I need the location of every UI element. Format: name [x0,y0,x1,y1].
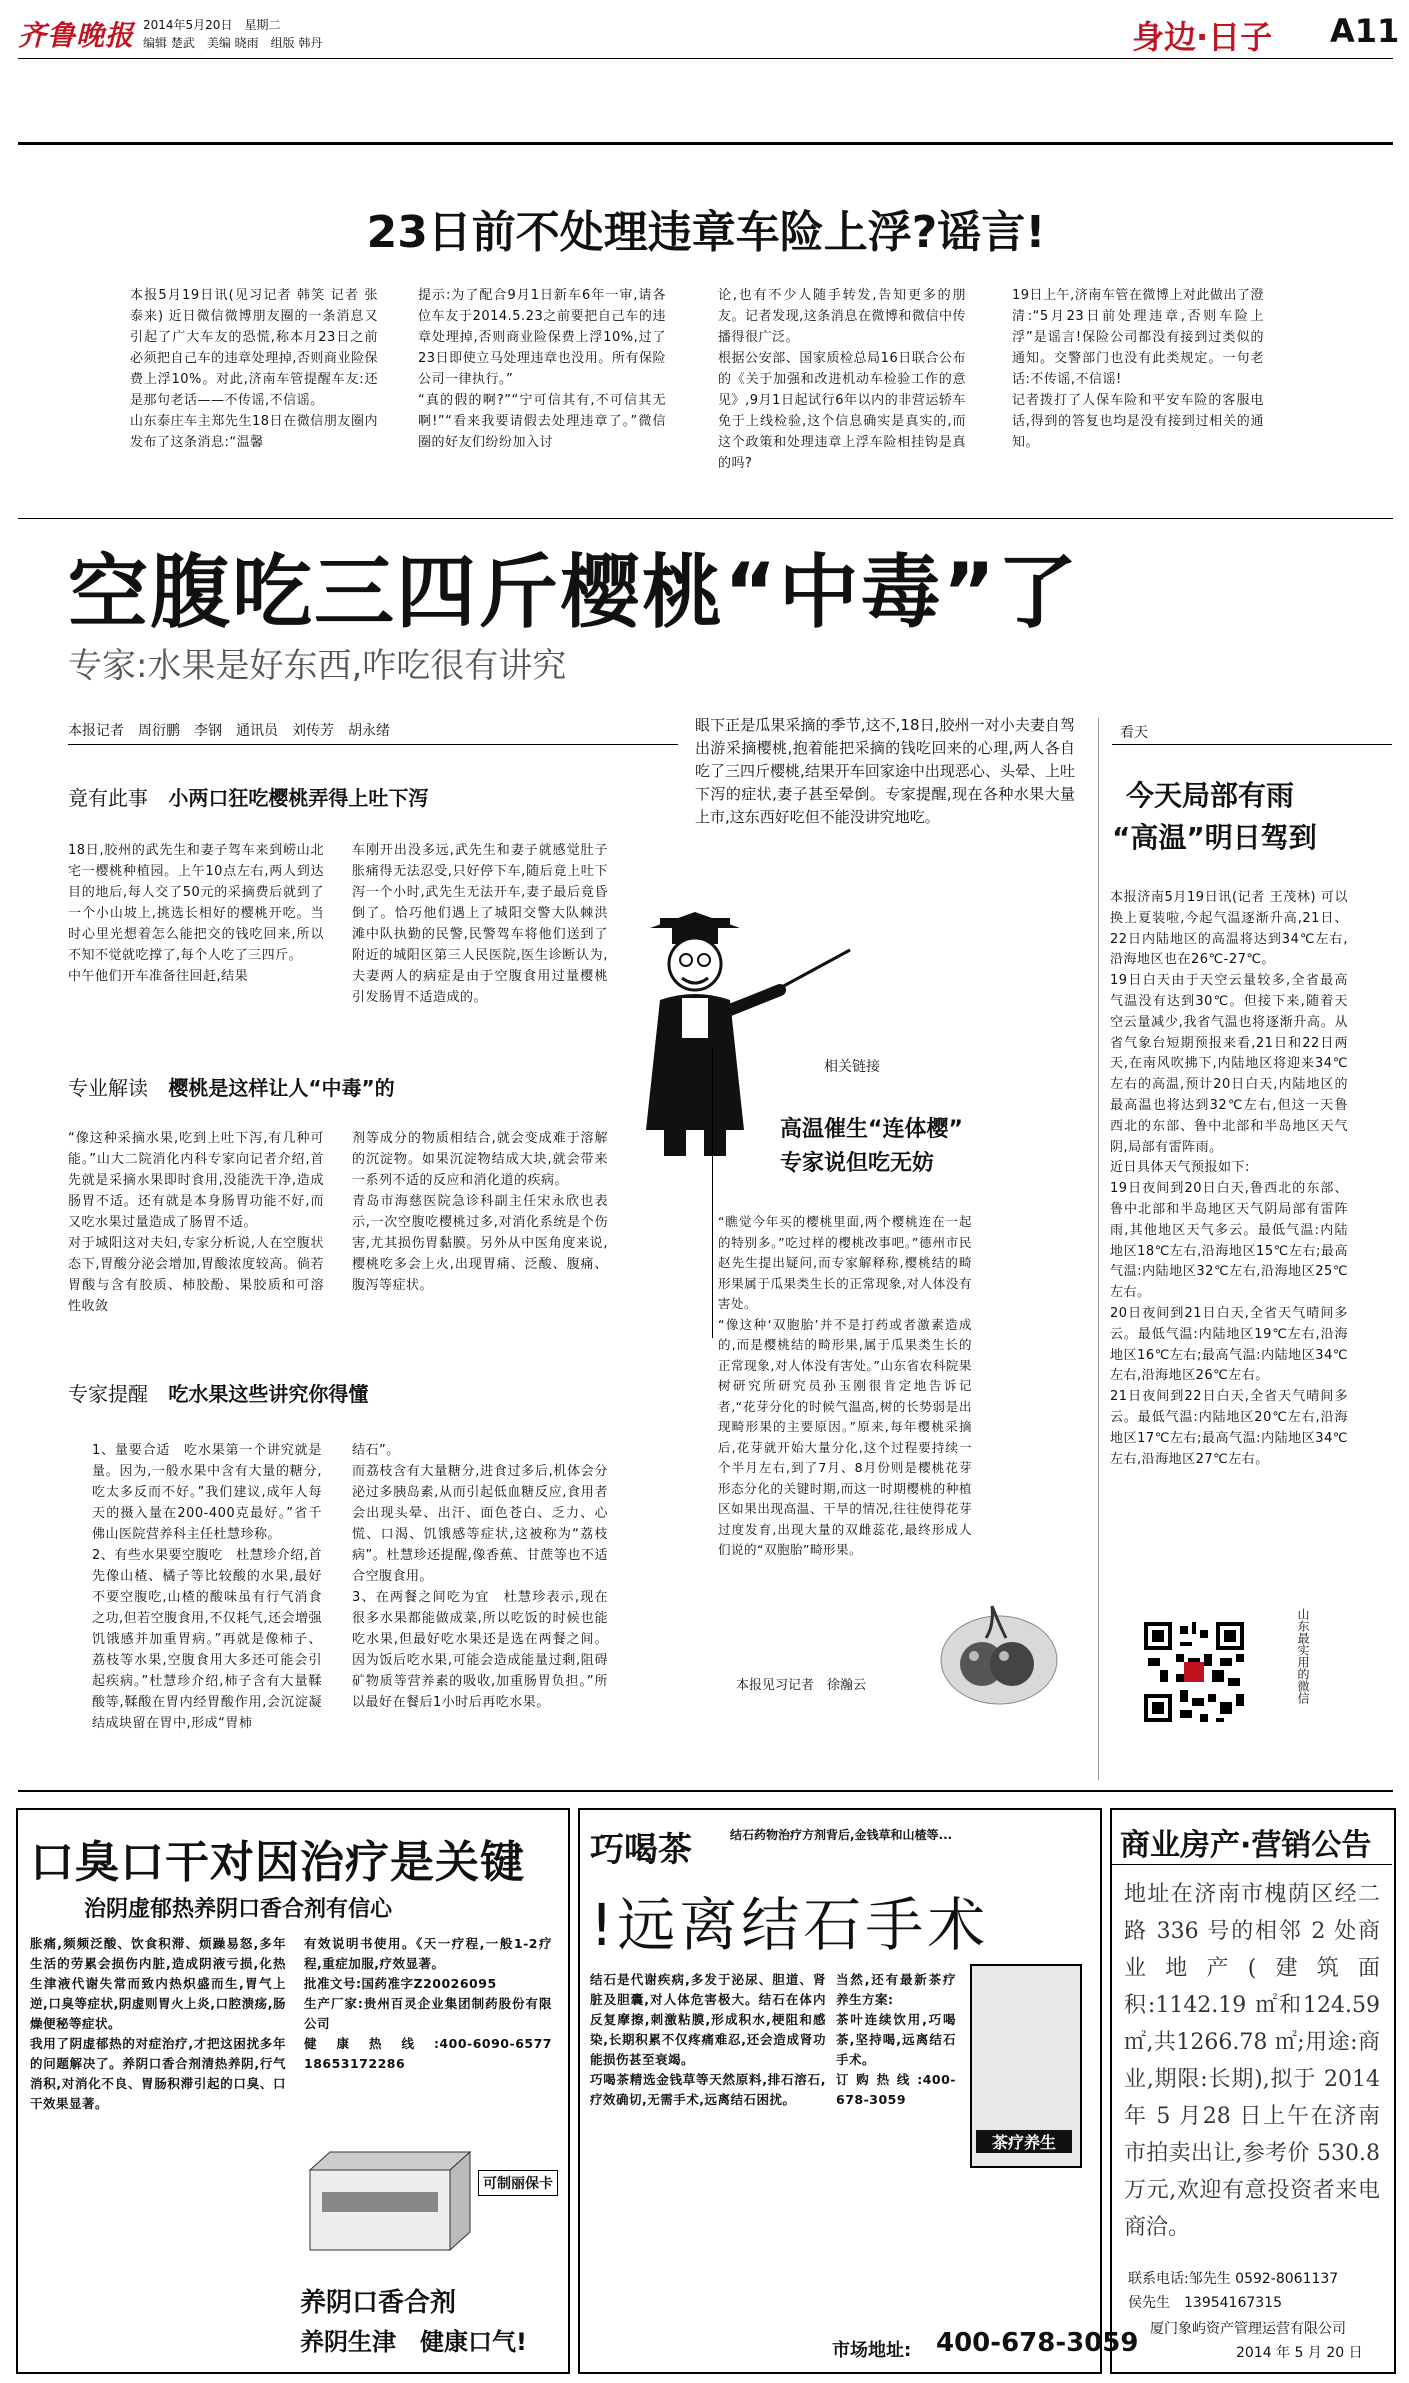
story1-col1-text: 本报5月19日讯(见习记者 韩笑 记者 张泰来) 近日微信微博朋友圈的一条消息又引起了广大车友的恐慌,称本月23日之前必须把自己车的违章处理掉,否则商业险保费上浮10%。对此,济南车管提醒车友:还是那句老话——不传谣,不信谣。 [130,288,378,408]
ad3-contact-2: 侯先生 13954167315 [1128,2295,1282,2311]
ad3-date: 2014 年 5 月 20 日 [1236,2345,1363,2361]
sec2-title: 樱桃是这样让人“中毒”的 [168,1076,395,1100]
weather-headline-2: “高温”明日驾到 [1112,821,1317,854]
sec1-col2: 车刚开出没多远,武先生和妻子就感觉肚子胀痛得无法忍受,只好停下车,随后竟上吐下泻一个小时,武先生无法开车,妻子最后竟昏倒了。恰巧他们遇上了城阳交警大队棘洪滩中队执勤的民警,民警驾车将他们送到了附近的城阳区第三人民医院,医生诊断认为,夫妻两人的病症是由于空腹食用过量樱桃引发肠胃不适造成的。 [352,843,608,1005]
sec3-tag: 专家提醒 [68,1382,148,1406]
page-number: A11 [1330,12,1400,50]
ads-top-rule [18,1790,1393,1792]
ad3-company: 厦门象屿资产管理运营有限公司 [1150,2321,1346,2337]
ad1-badge: 可制丽保卡 [478,2170,558,2196]
qr-label: 山东最实用的微信 [1296,1608,1310,1704]
ad2-brand: 巧喝茶 [590,1830,692,1870]
masthead-rule [18,58,1393,59]
weather-headline-1: 今天局部有雨 [1126,779,1295,812]
sec2-col1: “像这种采摘水果,吃到上吐下泻,有几种可能。”山大二院消化内科专家向记者介绍,首先就是采摘水果即时食用,没能洗干净,造成肠胃不适。还有就是本身肠胃功能不好,而又吃水果过量造成了肠胃不适。 对于城阳这对夫妇,专家分析说,人在空腹状态下,胃酸分泌会增加,胃酸浓度较高。倘若胃酸与含有胶质、柿胶酚、果胶质和可溶性收敛 [68,1131,324,1314]
ad2-box-label: 茶疗养生 [976,2130,1072,2153]
ad2-headline: !远离结石手术 [590,1891,990,1959]
sec2-heading [68,1072,409,1101]
ad2-hotline: 400-678-3059 [936,2328,1139,2358]
story1-col4: 19日上午,济南车管在微博上对此做出了澄清:“5月23日前处理违章,否则车险上浮”是谣言!保险公司都没有接到过类似的通知。交警部门也没有此类规定。一句老话:不传谣,不信谣! 记者拨打了人保车险和平安车险的客服电话,得到的答复也均是没有接到过相关的通知。 [1012,288,1264,450]
ad3-title: 商业房产·营销公告 [1120,1828,1372,1863]
story2-headline: 空腹吃三四斤樱桃“中毒”了 [68,546,1080,639]
ad3-contact-1: 联系电话:邹先生 0592-8061137 [1128,2271,1339,2287]
sec3-col2: 结石”。 而荔枝含有大量糖分,进食过多后,机体会分泌过多胰岛素,从而引起低血糖反应,食用者会出现头晕、出汗、面色苍白、乏力、心慌、口渴、饥饿感等症状,这被称为“荔枝病”。杜慧珍还提醒,像香蕉、甘蔗等也不适合空腹食用。 3、在两餐之间吃为宜 杜慧珍表示,现在很多水果都能做成菜,所以吃饭的时候也能吃水果,但最好吃水果还是选在两餐之间。因为饭后吃水果,可能会造成能量过剩,阻碍矿物质等营养素的吸收,加重肠胃负担。”所以最好在餐后1小时后再吃水果。 [352,1443,608,1710]
related-title-2: 专家说但吃无妨 [780,1151,935,1176]
sec3-title: 吃水果这些讲究你得懂 [168,1382,369,1406]
related-reporter: 本报见习记者 徐瀚云 [736,1678,867,1693]
masthead-date: 2014年5月20日 星期二 [143,18,281,32]
weather-body: 本报济南5月19日讯(记者 王茂林) 可以换上夏装啦,今起气温逐渐升高,21日、22日内陆地区的高温将达到34℃左右,沿海地区也在26℃-27℃。 19日白天由于天空云量较多,全省最高气温没有达到30℃。但接下来,随着天空云量减少,我省气温也将逐渐升高。从省气象台短期预报来看,21日和22日两天,在南风吹拂下,内陆地区将迎来34℃左右的高温,预计20日白天,内陆地区的最高温也将达到32℃左右,但这一天鲁西北的东部、鲁中北部和半岛地区天气阴,局部有雷阵雨。 近日具体天气预报如下: 19日夜间到20日白天,鲁西北的东部、鲁中北部和半岛地区天气阴局部有雷阵雨,其他地区天气多云。最低气温:内陆地区18℃左右,沿海地区15℃左右;最高气温:内陆地区32℃左右,沿海地区25℃左右。 20日夜间到21日白天,全省天气晴间多云。最低气温:内陆地区19℃左右,沿海地区16℃左右;最高气温:内陆地区34℃左右,沿海地区26℃左右。 21日夜间到22日白天,全省天气晴间多云。最低气温:内陆地区20℃左右,沿海地区17℃左右;最高气温:内陆地区34℃左右,沿海地区27℃左右。 [1110,890,1348,1467]
sec1-title: 小两口狂吃樱桃弄得上吐下泻 [168,786,429,810]
masthead-rule-thick [18,142,1393,145]
ad2-hotline-label: 市场地址: [832,2340,912,2361]
cherry-illustration [934,1600,1064,1710]
ad3-title-rule [1112,1864,1392,1865]
story1-col1 [130,285,378,453]
story1-col3: 论,也有不少人随手转发,告知更多的朋友。记者发现,这条消息在微博和微信中传播得很广泛。 根据公安部、国家质检总局16日联合公布的《关于加强和改进机动车检验工作的意见》,9月1日起试行6年以内的非营运轿车免于上线检验,这个信息确实是真实的,而这个政策和处理违章上浮车险相挂钩是真的吗? [718,288,966,471]
sec1-tag: 竟有此事 [68,786,148,810]
sec1-heading [68,782,442,811]
section-title: 身边·日子 [1132,18,1273,56]
sec2-col2: 剂等成分的物质相结合,就会变成难于溶解的沉淀物。如果沉淀物结成大块,就会带来一系列不适的反应和消化道的疾病。 青岛市海慈医院急诊科副主任宋永欣也表示,一次空腹吃樱桃过多,对消化系统是个伤害,尤其损伤胃黏膜。另外从中医角度来说,樱桃吃多会上火,出现胃痛、泛酸、腹痛、腹泻等症状。 [352,1131,608,1293]
related-body: “瞧觉今年买的樱桃里面,两个樱桃连在一起的特别多。”吃过样的樱桃改事吧。”德州市民赵先生提出疑问,而专家解释称,樱桃结的畸形果属于瓜果类生长的正常现象,对人体没有害处。 “像这种‘双胞胎’并不是打药或者激素造成的,而是樱桃结的畸形果,属于瓜果类生长的正常现象,对人体没有害处。”山东省农科院果树研究所研究员孙玉刚很肯定地告诉记者,“花芽分化的时候气温高,树的长势弱是出现畸形果的主要原因。”原来,每年樱桃采摘后,花芽就开始大量分化,这个过程要持续一个半月左右,到了7月、8月份则是樱桃花芽形态分化的关键时期,而这一时期樱桃的种植区如果出现高温、干旱的情况,往往使得花芽过度发育,出现大量的双雌蕊花,最终形成人们说的“双胞胎”畸形果。 [718,1214,972,1557]
ad2-side: 结石药物治疗方剂背后,金钱草和山楂等... [730,1828,953,1842]
story2-subhead: 专家:水果是好东西,咋吃很有讲究 [68,646,567,686]
ad1-product-box [300,2140,480,2260]
related-label: 相关链接 [824,1059,880,1075]
related-title-1: 高温催生“连体樱” [780,1117,963,1142]
ad1-body: 胀痛,频频泛酸、饮食积滞、烦躁易怒,多年生活的劳累会损伤内脏,造成阴液亏损,化热生津液代谢失常而致内热炽盛而生,胃气上逆,口臭等症状,阴虚则胃火上炎,口腔溃疡,肠燥便秘等症状。 我用了阴虚郁热的对症治疗,才把这困扰多年的问题解决了。养阴口香合剂清热养阴,行气消积,对消化不良、胃肠积滞引起的口臭、口干效果显著。 [30,1936,286,2111]
ad1-headline: 口臭口干对因治疗是关键 [30,1837,525,1888]
ad3-body: 地址在济南市槐荫区经二路 336 号的相邻 2 处商业地产(建筑面积:1142.19 ㎡和124.59 ㎡,共1266.78 ㎡;用途:商业,期限:长期),拟于 2014 年 5 月28 日上午在济南市拍卖出让,参考价 530.8万元,欢迎有意投资者来电商洽。 [1124,1882,1380,2240]
ad1-body2: 有效说明书使用。《天一疗程,一般1-2疗程,重症加服,疗效显著。 批准文号:国药准字Z20026095 生产厂家:贵州百灵企业集团制药股份有限公司 健康热线:400-6090-6577 18653172286 [304,1936,552,2071]
story2-intro: 眼下正是瓜果采摘的季节,这不,18日,胶州一对小夫妻自驾出游采摘樱桃,抱着能把采摘的钱吃回来的心理,两人各自吃了三四斤樱桃,结果开车回家途中出现恶心、头晕、上吐下泻的症状,妻子甚至晕倒。专家提醒,现在各种水果大量上市,这东西好吃但不能没讲究地吃。 [695,716,1075,826]
ad1-slogan: 养阴生津 健康口气! [300,2328,527,2356]
sec3-heading [68,1378,382,1407]
weather-label-rule [1112,744,1392,745]
story1-bottom-rule [18,518,1393,519]
story2-byline: 本报记者 周衍鹏 李钢 通讯员 刘传芳 胡永绪 [68,723,390,739]
masthead-logo: 齐鲁晚报 [18,19,135,52]
ad1-product: 养阴口香合剂 [300,2288,457,2318]
story1-col2: 提示:为了配合9月1日新车6年一审,请各位车友于2014.5.23之前要把自己车的违章处理掉,否则商业险保费上浮10%,过了23日即使立马处理违章也没用。所有保险公司一律执行。” “真的假的啊?”“宁可信其有,不可信其无啊!”“看来我要请假去处理违章了。”微信圈的好友们纷纷加入讨 [418,288,666,450]
masthead-staff: 编辑 楚武 美编 晓雨 组版 韩丹 [143,36,323,50]
story1-headline: 23日前不处理违章车险上浮?谣言! [366,207,1046,258]
sec1-col1: 18日,胶州的武先生和妻子驾车来到崂山北宅一樱桃种植园。上午10点左右,两人到达目的地后,每人交了50元的采摘费后就到了一个小山坡上,挑选长相好的樱桃开吃。当时心里光想着怎么能把交的钱吃回来,所以不知不觉就吃撑了,每个人吃了三四斤。 中午他们开车准备往回赶,结果 [68,843,324,984]
sec2-tag: 专业解读 [68,1076,148,1100]
sec3-col1: 1、量要合适 吃水果第一个讲究就是量。因为,一般水果中含有大量的糖分,吃太多反而不好。”我们建议,成年人每天的摄入量在200-400克最好。”省千佛山医院营养科主任杜慧珍称。 2、有些水果要空腹吃 杜慧珍介绍,首先像山楂、橘子等比较酸的水果,最好不要空腹吃,山楂的酸味虽有行气消食之功,但若空腹食用,不仅耗气,还会增强饥饿感并加重胃病。”再就是像柿子、荔枝等水果,空腹食用大多还可能会引起疾病。”杜慧珍介绍,柿子含有大量鞣酸等,鞣酸在胃内经胃酸作用,会沉淀凝结成块留在胃中,形成“胃柿 [92,1443,322,1731]
qr-code [1140,1618,1248,1726]
ad1-subhead: 治阴虚郁热养阴口香合剂有信心 [84,1897,393,1922]
story2-byline-rule [68,744,678,745]
weather-divider [1098,718,1099,1780]
weather-label: 看天 [1120,725,1148,741]
ad2-body2: 当然,还有最新茶疗养生方案: 茶叶连续饮用,巧喝茶,坚持喝,远离结石手术。 订购热线:400-678-3059 [836,1972,956,2107]
ad2-body: 结石是代谢疾病,多发于泌尿、胆道、肾脏及胆囊,对人体危害极大。结石在体内反复摩擦,刺激粘膜,形成积水,梗阻和感染,长期积累不仅疼痛难忍,还会造成肾功能损伤甚至衰竭。 巧喝茶精选金钱草等天然原料,排石溶石,疗效确切,无需手术,远离结石困扰。 [590,1972,826,2107]
story1-col1-text-b: 山东泰庄车主郑先生18日在微信朋友圈内发布了这条消息:“温馨 [130,414,378,450]
